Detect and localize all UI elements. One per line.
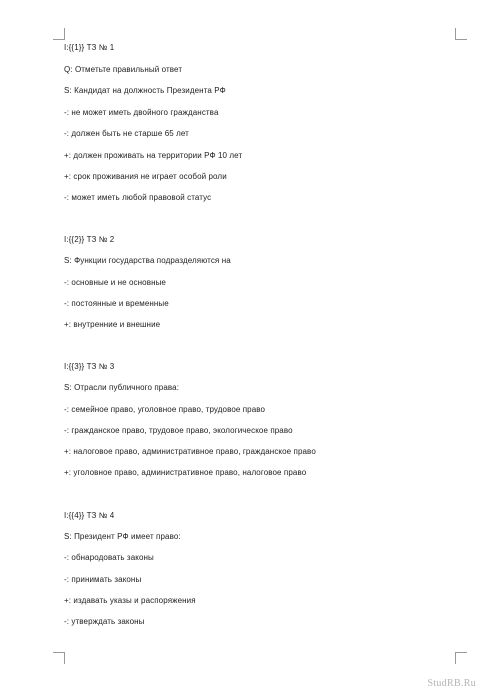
answer-option: +: срок проживания не играет особой роли bbox=[64, 172, 227, 181]
crop-mark-bottom-left bbox=[64, 652, 65, 664]
question-statement: S: Функции государства подразделяются на bbox=[64, 256, 231, 265]
test-header: I:{{3}} ТЗ № 3 bbox=[64, 362, 115, 371]
crop-mark-bottom-right bbox=[455, 652, 456, 664]
answer-option: +: внутренние и внешние bbox=[64, 320, 161, 329]
answer-option: -: должен быть не старше 65 лет bbox=[64, 129, 189, 138]
crop-mark-bottom-right bbox=[455, 652, 467, 653]
answer-option: -: семейное право, уголовное право, трудовое право bbox=[64, 405, 266, 414]
answer-option: +: должен проживать на территории РФ 10 лет bbox=[64, 151, 243, 160]
answer-option: -: постоянные и временные bbox=[64, 299, 169, 308]
question-statement: S: Кандидат на должность Президента РФ bbox=[64, 86, 226, 95]
answer-option: -: может иметь любой правовой статус bbox=[64, 193, 212, 202]
answer-option: +: налоговое право, административное право, гражданское право bbox=[64, 447, 316, 456]
crop-mark-bottom-left bbox=[53, 652, 65, 653]
site-watermark: StudRB.Ru bbox=[427, 678, 476, 689]
test-header: I:{{4}} ТЗ № 4 bbox=[64, 511, 115, 520]
answer-option: +: уголовное право, административное право, налоговое право bbox=[64, 468, 307, 477]
answer-option: -: не может иметь двойного гражданства bbox=[64, 108, 219, 117]
answer-option: -: основные и не основные bbox=[64, 278, 166, 287]
answer-option: -: гражданское право, трудовое право, экологическое право bbox=[64, 426, 293, 435]
answer-option: -: утверждать законы bbox=[64, 617, 145, 626]
question-statement: S: Отрасли публичного права: bbox=[64, 383, 180, 392]
crop-mark-top-right bbox=[455, 39, 467, 40]
crop-mark-top-left bbox=[53, 39, 65, 40]
answer-option: -: принимать законы bbox=[64, 575, 142, 584]
question-prompt: Q: Отметьте правильный ответ bbox=[64, 65, 183, 74]
answer-option: -: обнародовать законы bbox=[64, 553, 154, 562]
answer-option: +: издавать указы и распоряжения bbox=[64, 596, 196, 605]
test-header: I:{{2}} ТЗ № 2 bbox=[64, 235, 115, 244]
test-header: I:{{1}} ТЗ № 1 bbox=[64, 43, 115, 52]
question-statement: S: Президент РФ имеет право: bbox=[64, 532, 181, 541]
